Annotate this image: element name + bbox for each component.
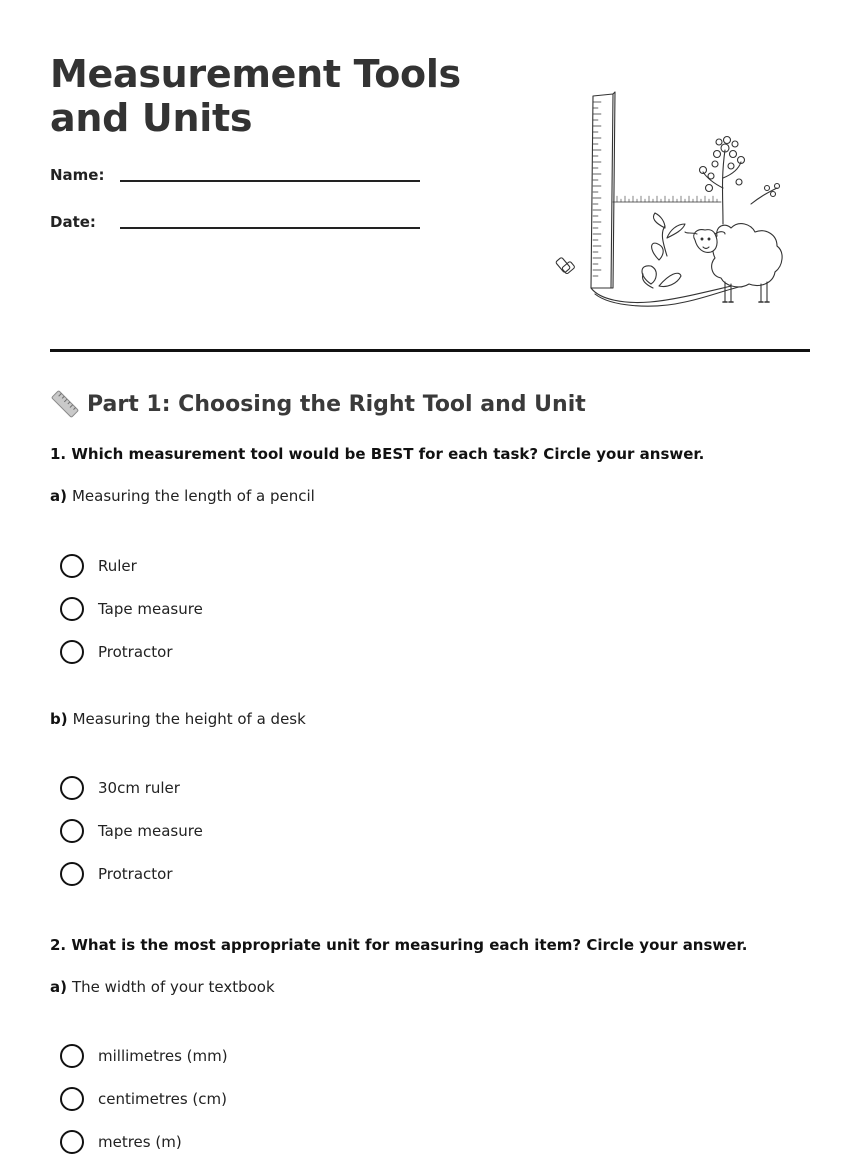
answer-option[interactable] [60, 1043, 228, 1069]
question-1b [50, 710, 306, 728]
answer-circle[interactable] [60, 1044, 84, 1068]
answer-option-label: millimetres (mm) [98, 1047, 228, 1065]
answer-option[interactable] [60, 639, 173, 665]
date-label: Date: [50, 213, 96, 231]
ruler-sheep-plants-illustration [555, 88, 790, 313]
name-field[interactable] [50, 166, 430, 196]
answer-option-label: Ruler [98, 557, 137, 575]
part1-heading [50, 388, 586, 420]
answer-option-label: centimetres (cm) [98, 1090, 227, 1108]
answer-circle[interactable] [60, 862, 84, 886]
answer-option[interactable] [60, 861, 173, 887]
answer-circle[interactable] [60, 1087, 84, 1111]
ruler-icon [50, 389, 80, 419]
question-1b-text: Measuring the height of a desk [72, 710, 306, 728]
header-divider [50, 349, 810, 352]
answer-option-label: Tape measure [98, 600, 203, 618]
answer-circle[interactable] [60, 776, 84, 800]
answer-option[interactable] [60, 818, 203, 844]
question-2-prompt: 2. What is the most appropriate unit for measuring each item? Circle your answer. [50, 936, 748, 954]
answer-option[interactable] [60, 775, 180, 801]
answer-option[interactable] [60, 553, 137, 579]
answer-option-label: Tape measure [98, 822, 203, 840]
question-1b-letter: b) [50, 710, 68, 728]
answer-option-label: Protractor [98, 865, 173, 883]
bottle-drawing [555, 257, 575, 274]
worksheet-title: Measurement Tools and Units [50, 52, 461, 140]
question-1a-letter: a) [50, 487, 67, 505]
question-2a [50, 978, 275, 996]
name-blank-line[interactable] [120, 180, 420, 182]
answer-option[interactable] [60, 1086, 227, 1112]
berry-branch-drawing [700, 137, 780, 225]
worksheet-header [50, 0, 810, 352]
part1-title: Part 1: Choosing the Right Tool and Unit [87, 391, 586, 417]
answer-option[interactable] [60, 1129, 182, 1155]
question-1a [50, 487, 315, 505]
worksheet-page [50, 0, 810, 1151]
date-blank-line[interactable] [120, 227, 420, 229]
answer-circle[interactable] [60, 819, 84, 843]
answer-option-label: metres (m) [98, 1133, 182, 1151]
answer-option-label: Protractor [98, 643, 173, 661]
plant-drawing [642, 213, 685, 288]
question-2a-text: The width of your textbook [71, 978, 275, 996]
answer-circle[interactable] [60, 554, 84, 578]
name-label: Name: [50, 166, 105, 184]
date-field[interactable] [50, 213, 430, 243]
answer-option[interactable] [60, 596, 203, 622]
question-1a-text: Measuring the length of a pencil [71, 487, 315, 505]
answer-circle[interactable] [60, 640, 84, 664]
answer-circle[interactable] [60, 1130, 84, 1154]
question-2a-letter: a) [50, 978, 67, 996]
question-1-prompt: 1. Which measurement tool would be BEST for each task? Circle your answer. [50, 445, 705, 463]
sheep-drawing [685, 224, 782, 302]
answer-circle[interactable] [60, 597, 84, 621]
answer-option-label: 30cm ruler [98, 779, 180, 797]
